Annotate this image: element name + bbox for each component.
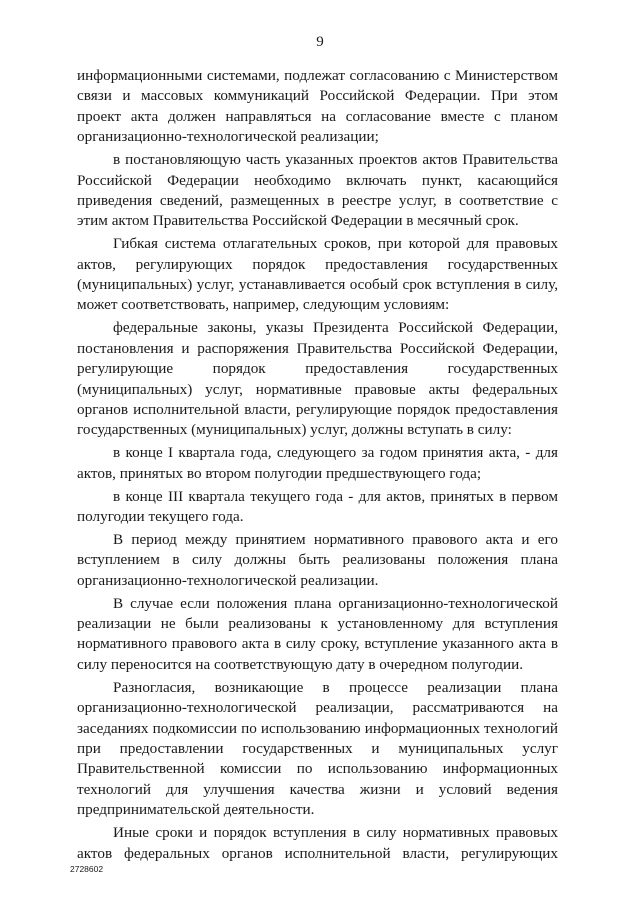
paragraph: федеральные законы, указы Президента Российской Федерации, постановления и распоряжения Правительства Российской Федерации, регулирующие порядок предоставления государственных (муниципальных) услуг, нормативные правовые акты федеральных органов исполнительной власти, регулирующие порядок предоставления государственных (муниципальных) услуг, должны вступать в силу: <box>77 319 558 439</box>
paragraph: В случае если положения плана организационно-технологической реализации не были реализованы к установленному для вступления нормативного правового акта в силу сроку, вступление указанного акта в силу переносится на соответствующую дату в очередном полугодии. <box>77 594 558 673</box>
page-number: 9 <box>316 34 324 50</box>
paragraph: Иные сроки и порядок вступления в силу нормативных правовых актов федеральных органов исполнительной власти, регулирующих <box>77 824 558 862</box>
paragraph: Гибкая система отлагательных сроков, при которой для правовых актов, регулирующих порядок предоставления государственных (муниципальных) услуг, устанавливается особый срок вступления в силу, может соответствовать, например, следующим условиям: <box>77 235 558 314</box>
document-code: 2728602 <box>70 864 104 874</box>
paragraph: в постановляющую часть указанных проектов актов Правительства Российской Федерации необходимо включать пункт, касающийся приведения сведений, размещенных в реестре услуг, в соответствие с этим актом Правительства Российской Федерации в месячный срок. <box>77 151 558 230</box>
paragraph: информационными системами, подлежат согласованию с Министерством связи и массовых коммуникаций Российской Федерации. При этом проект акта должен направляться на согласование вместе с планом организационно-технологической реализации; <box>77 67 558 146</box>
document-body <box>77 66 558 866</box>
paragraph: в конце I квартала года, следующего за годом принятия акта, - для актов, принятых во втором полугодии предшествующего года; <box>77 444 558 482</box>
paragraph: Разногласия, возникающие в процессе реализации плана организационно-технологической реализации, рассматриваются на заседаниях подкомиссии по использованию информационных технологий при предоставлении государственных и муниципальных услуг Правительственной комиссии по использованию информационных технологий для улучшения качества жизни и условий ведения предпринимательской деятельности. <box>77 678 558 819</box>
paragraph: В период между принятием нормативного правового акта и его вступлением в силу должны быть реализованы положения плана организационно-технологической реализации. <box>77 530 558 589</box>
paragraph: в конце III квартала текущего года - для актов, принятых в первом полугодии текущего года. <box>77 487 558 526</box>
